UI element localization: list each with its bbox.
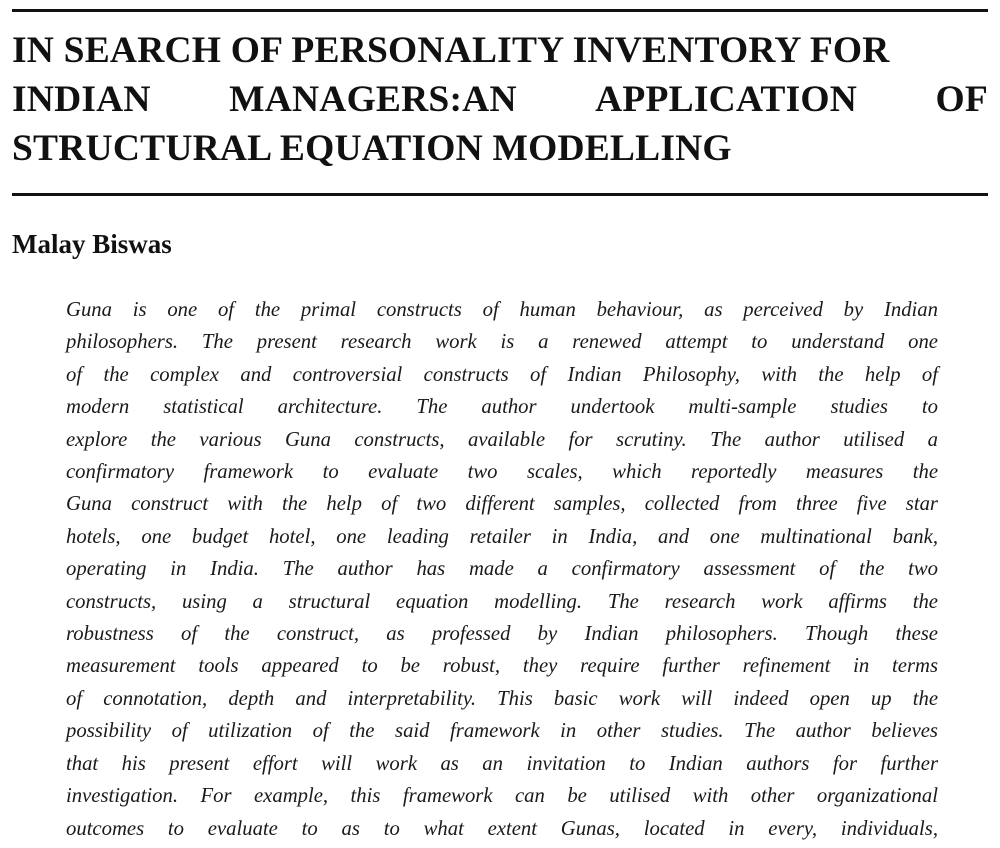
abstract-line: that his present effort will work as an invitation to Indian authors for further xyxy=(66,752,938,775)
top-rule xyxy=(12,9,988,12)
abstract-line: Guna construct with the help of two different samples, collected from three five star xyxy=(66,493,938,516)
abstract-line: of connotation, depth and interpretability. This basic work will indeed open up the xyxy=(66,687,938,710)
abstract-line: operating in India. The author has made a confirmatory assessment of the two xyxy=(66,558,938,581)
abstract xyxy=(66,294,938,845)
abstract-line: Guna is one of the primal constructs of human behaviour, as perceived by Indian xyxy=(66,299,938,321)
abstract-line: explore the various Guna constructs, available for scrutiny. The author utilised a xyxy=(66,428,938,451)
title-line-2 xyxy=(12,75,988,124)
title-word: APPLICATION xyxy=(595,79,858,120)
abstract-line: confirmatory framework to evaluate two scales, which reportedly measures the xyxy=(66,461,938,484)
title-word: OF xyxy=(935,79,988,120)
abstract-line: robustness of the construct, as professed by Indian philosophers. Though these xyxy=(66,623,938,646)
abstract-line: outcomes to evaluate to as to what extent Gunas, located in every, individuals, xyxy=(66,817,938,840)
title-word: MANAGERS:AN xyxy=(229,79,517,120)
title-line-1: IN SEARCH OF PERSONALITY INVENTORY FOR xyxy=(12,30,890,71)
abstract-line: constructs, using a structural equation modelling. The research work affirms the xyxy=(66,590,938,613)
abstract-line: investigation. For example, this framework can be utilised with other organizational xyxy=(66,785,938,808)
bottom-rule xyxy=(12,193,988,196)
abstract-line: measurement tools appeared to be robust, they require further refinement in terms xyxy=(66,655,938,678)
title-word: INDIAN xyxy=(12,79,151,120)
abstract-line: possibility of utilization of the said framework in other studies. The author believes xyxy=(66,720,938,743)
abstract-line: philosophers. The present research work is a renewed attempt to understand one xyxy=(66,331,938,354)
abstract-line: of the complex and controversial constructs of Indian Philosophy, with the help of xyxy=(66,363,938,386)
abstract-line: hotels, one budget hotel, one leading retailer in India, and one multinational bank, xyxy=(66,525,938,548)
abstract-line: modern statistical architecture. The author undertook multi-sample studies to xyxy=(66,396,938,419)
author-name: Malay Biswas xyxy=(12,229,172,259)
title-line-3: STRUCTURAL EQUATION MODELLING xyxy=(12,128,732,169)
paper-title xyxy=(12,26,988,173)
